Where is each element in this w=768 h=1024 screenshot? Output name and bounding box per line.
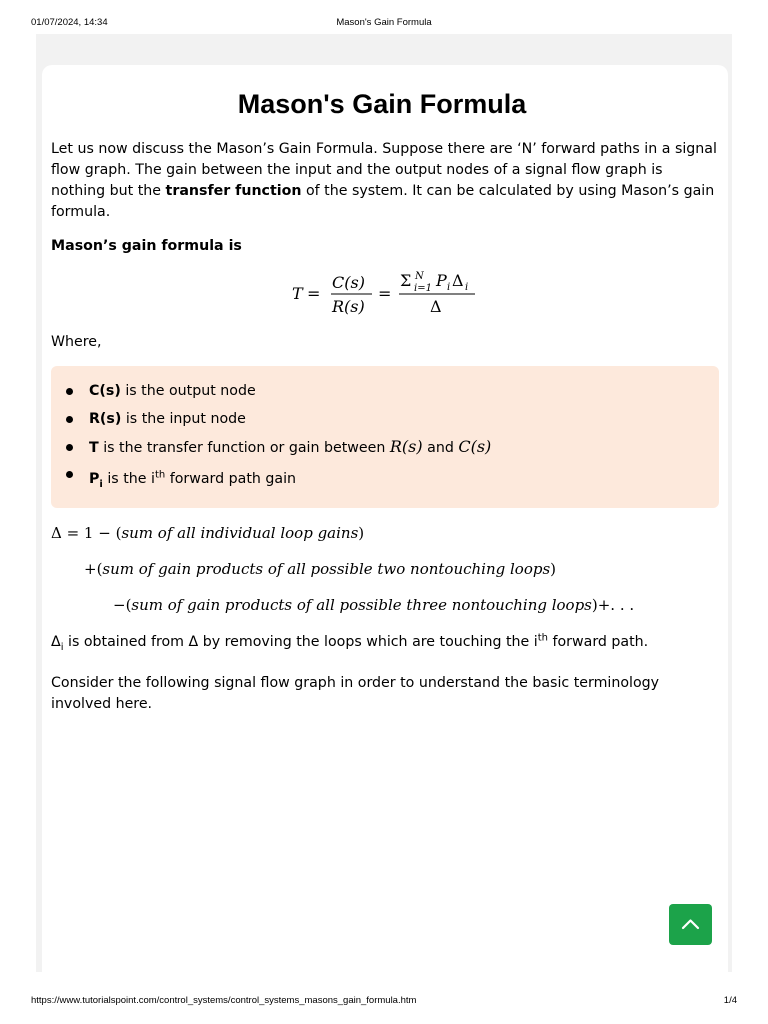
math-r-of-s: R(s): [389, 437, 423, 456]
formula-eq2: =: [378, 284, 392, 303]
intro-paragraph: [51, 139, 719, 223]
formula-den1: R(s): [332, 297, 365, 316]
eq-lead: Δ = 1 − (: [51, 524, 122, 542]
print-footer: [31, 995, 737, 1009]
definition-term: C(s): [89, 383, 121, 399]
formula-num1: C(s): [332, 273, 365, 292]
definition-term-sub: i: [99, 478, 103, 490]
definition-text: is the input node: [121, 411, 246, 427]
mason-formula: [51, 269, 717, 319]
delta-i-text: forward path.: [548, 634, 649, 650]
delta-sub: i: [60, 641, 64, 653]
page-title: Mason's Gain Formula: [237, 89, 527, 119]
delta-equation-line: [51, 523, 364, 543]
definition-item: [89, 469, 296, 489]
bullet: [66, 388, 73, 395]
where-label: Where,: [51, 334, 102, 350]
delta-i-paragraph: [51, 632, 648, 653]
definition-term: T: [89, 440, 99, 456]
formula-sigma-sup: N: [415, 271, 424, 282]
definition-term: R(s): [89, 411, 122, 427]
eq-tail: )+. . .: [591, 596, 635, 614]
print-url: https://www.tutorialspoint.com/control_systems/control_systems_masons_gain_formula.htm: [31, 995, 417, 1006]
formula-eq1: =: [307, 284, 321, 303]
definitions-callout: [51, 366, 719, 508]
transfer-function-text: transfer function: [165, 183, 302, 199]
definition-item: [89, 437, 491, 458]
delta-i-text: is obtained from Δ by removing the loops which are touching the i: [63, 634, 538, 650]
definition-text: and: [422, 440, 459, 456]
eq-tail: ): [550, 560, 557, 578]
definition-item: [89, 381, 256, 401]
eq-lead: +(: [84, 560, 103, 578]
definition-item: [89, 409, 246, 429]
eq-tail: ): [358, 524, 365, 542]
print-header: [31, 17, 737, 31]
consider-paragraph: Consider the following signal flow graph in order to understand the basic terminology involved here.: [51, 675, 660, 712]
formula-p-sub: i: [447, 282, 451, 293]
print-page-number: 1/4: [723, 995, 737, 1006]
math-c-of-s: C(s): [458, 437, 492, 456]
eq-body: sum of gain products of all possible three nontouching loops: [131, 596, 592, 614]
definition-term: P: [89, 471, 100, 487]
eq-body: sum of all individual loop gains: [121, 524, 359, 542]
scroll-to-top-button[interactable]: [669, 904, 712, 945]
delta-symbol: Δ: [51, 634, 61, 650]
bullet: [66, 471, 73, 478]
eq-body: sum of gain products of all possible two nontouching loops: [102, 560, 551, 578]
bullet: [66, 416, 73, 423]
print-datetime: 01/07/2024, 14:34: [31, 17, 108, 28]
formula-sigma: Σ: [400, 271, 412, 290]
formula-p: P: [436, 271, 447, 290]
formula-lhs: T: [292, 284, 303, 303]
definition-text: is the transfer function or gain between: [98, 440, 390, 456]
delta-i-sup: th: [537, 632, 548, 644]
definition-text: is the i: [102, 471, 155, 487]
eq-lead: −(: [113, 596, 132, 614]
intro-text-1: Let us now discuss the Mason’s Gain Formula. Suppose there are ‘N’ forward paths in a signal flow graph. The gain between the input and the output nodes of a signal flow graph is nothing but the: [51, 141, 717, 199]
bullet: [66, 444, 73, 451]
definition-sup: th: [154, 469, 166, 481]
delta-equation-line: [84, 559, 556, 579]
print-title: Mason's Gain Formula: [336, 17, 432, 28]
delta-equation-line: [113, 595, 634, 615]
intro-text-2: of the system. It can be calculated by using Mason’s gain formula.: [51, 183, 715, 220]
formula-den2: Δ: [430, 297, 442, 316]
formula-delta-sub: i: [465, 282, 469, 293]
formula-delta: Δ: [452, 271, 464, 290]
chevron-up-icon: [669, 904, 712, 945]
formula-label: Mason’s gain formula is: [51, 238, 242, 254]
definition-text: forward path gain: [165, 471, 297, 487]
definition-text: is the output node: [120, 383, 256, 399]
article-content: [51, 65, 717, 712]
formula-sigma-sub: i=1: [414, 283, 432, 294]
article-card: [42, 65, 728, 972]
